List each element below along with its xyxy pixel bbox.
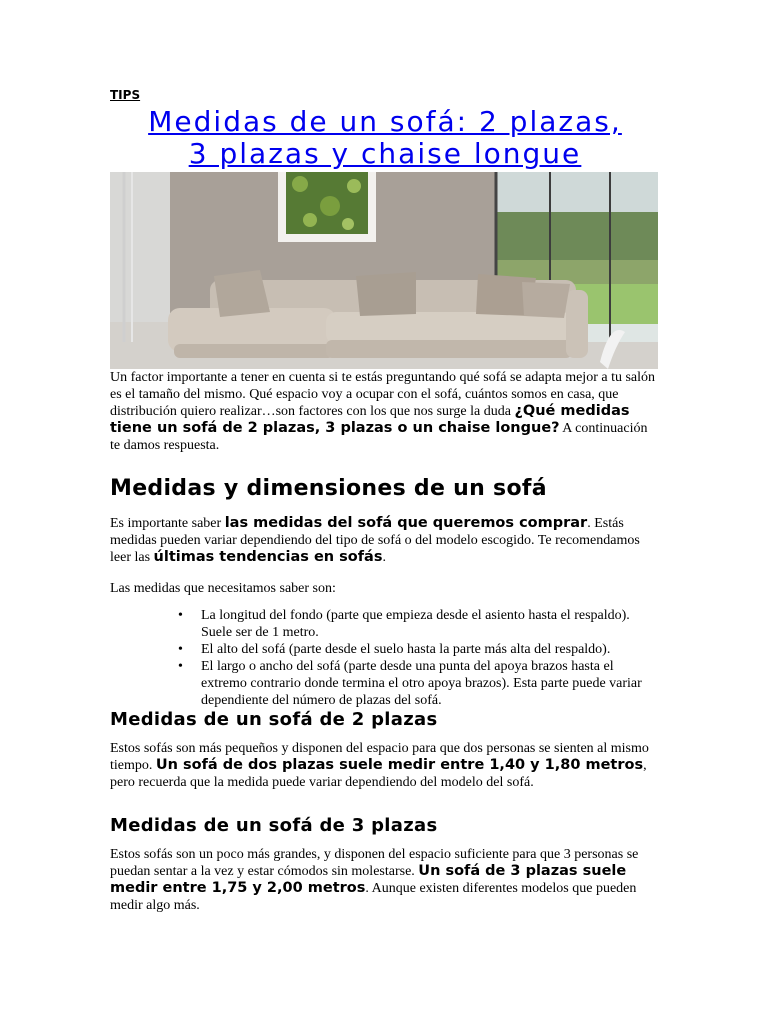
dimensions-text: Es importante saber [110, 516, 225, 531]
title-link-line1[interactable]: Medidas de un sofá: 2 plazas, [148, 105, 622, 138]
list-item [178, 607, 660, 641]
intro-paragraph [110, 369, 660, 454]
dimensions-text-2: . Estás medidas pueden variar dependiendo del tipo de sofá o del modelo escogido. Te recomendamos leer las [110, 516, 640, 565]
title-link-line2[interactable]: 3 plazas y chaise longue [188, 137, 582, 170]
intro-question: ¿Qué medidas tiene un sofá de 2 plazas, 3 plazas o un chaise longue? [110, 403, 630, 436]
bullet-icon: • [178, 642, 183, 657]
link-tendencias-sofas[interactable]: últimas tendencias en sofás [153, 549, 383, 565]
three-seat-text: Estos sofás son un poco más grandes, y disponen del espacio suficiente para que 3 personas se puedan sentar a la vez y estar cómodos sin molestarse. [110, 847, 639, 879]
two-seat-text-end: , pero recuerda que la medida puede variar dependiendo del modelo del sofá. [110, 758, 647, 790]
list-item-text: La longitud del fondo (parte que empieza desde el asiento hasta el respaldo). Suele ser de 1 metro. [201, 608, 630, 640]
list-item-text: El largo o ancho del sofá (parte desde una punta del apoya brazos hasta el extremo contrario donde termina el otro apoya brazos). Esta parte puede variar dependiente del número de plazas del sofá. [201, 659, 642, 708]
category-link[interactable]: TIPS [110, 88, 141, 102]
section-heading-dimensions: Medidas y dimensiones de un sofá [110, 476, 547, 501]
bullet-icon: • [178, 659, 183, 674]
two-seat-text: Estos sofás son más pequeños y disponen del espacio para que dos personas se sienten al mismo tiempo. [110, 741, 649, 773]
intro-text: Un factor importante a tener en cuenta si te estás preguntando qué sofá se adapta mejor a tu salón es el tamaño del mismo. Qué espacio voy a ocupar con el sofá, cuántos somos en casa, que distribución quiero realizar…son factores con los que nos surge la duda [110, 370, 656, 419]
two-seat-paragraph [110, 740, 660, 791]
measures-intro: Las medidas que necesitamos saber son: [110, 581, 336, 596]
section-heading-3-plazas: Medidas de un sofá de 3 plazas [110, 815, 438, 836]
intro-text-end: A continuación te damos respuesta. [110, 421, 648, 453]
dimensions-paragraph [110, 515, 660, 566]
two-seat-measure: Un sofá de dos plazas suele medir entre 1,40 y 1,80 metros [155, 757, 644, 773]
bullet-icon: • [178, 608, 183, 623]
three-seat-measure: Un sofá de 3 plazas suele medir entre 1,75 y 2,00 metros [110, 863, 627, 896]
dimensions-text-3: . [382, 550, 386, 565]
measures-list [110, 607, 660, 709]
link-medidas-sofa[interactable]: las medidas del sofá que queremos comprar [224, 515, 588, 531]
list-item-text: El alto del sofá (parte desde el suelo hasta la parte más alta del respaldo). [201, 642, 611, 657]
page-title [110, 106, 660, 170]
article [110, 86, 660, 914]
list-item [178, 658, 660, 709]
three-seat-paragraph [110, 846, 660, 914]
list-item [178, 641, 660, 658]
sofa-hero-image [110, 172, 658, 369]
section-heading-2-plazas: Medidas de un sofá de 2 plazas [110, 709, 438, 730]
three-seat-text-end: . Aunque existen diferentes modelos que pueden medir algo más. [110, 881, 637, 913]
